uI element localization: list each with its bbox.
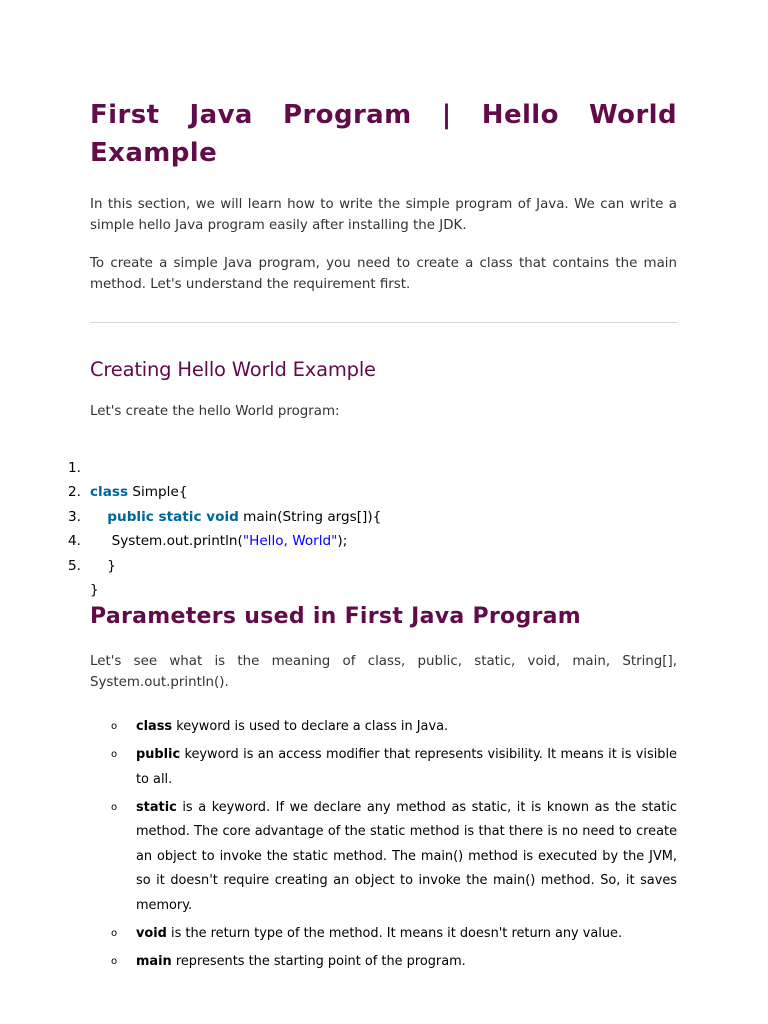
subheading: Creating Hello World Example	[90, 358, 376, 381]
code-intro: Let's create the hello World program:	[90, 404, 340, 419]
intro-paragraph-1: In this section, we will learn how to write the simple program of Java. We can write a simple hello Java program easily after installing the JDK.	[90, 197, 677, 233]
line-number: 4.	[68, 533, 81, 549]
page-title-line2: Example	[90, 138, 218, 168]
code-plain: main(String args[]){	[238, 508, 382, 525]
param-desc: represents the starting point of the program.	[171, 953, 466, 969]
list-item	[90, 715, 677, 740]
code-plain: Simple{	[128, 484, 188, 500]
code-listing	[0, 431, 677, 598]
list-item	[90, 796, 677, 919]
list-item	[90, 950, 677, 975]
line-number: 2.	[68, 484, 81, 500]
code-keyword: class	[90, 484, 129, 500]
page-title	[90, 96, 677, 172]
param-term: class	[136, 719, 173, 734]
parameters-intro-line1: Let's see what is the meaning of class, public, static, void, main, String[],	[90, 654, 677, 669]
param-term: void	[136, 925, 167, 941]
bullet-icon: o	[111, 927, 118, 939]
parameters-intro	[90, 651, 677, 693]
list-item	[90, 743, 677, 792]
code-text: }	[90, 582, 99, 598]
param-desc: is the return type of the method. It means it doesn't return any value.	[166, 925, 623, 941]
code-string: "Hello, World"	[242, 533, 338, 549]
param-desc: is a keyword. If we declare any method as static, it is known as the static method. The core advantage of the static method is that there is no need to create an object to invoke the static method. The main() method is executed by the JVM, so it doesn't require creating an object to invoke the main() method. So, it saves memory.	[136, 799, 677, 913]
code-line	[0, 529, 677, 598]
bullet-icon: o	[111, 955, 118, 967]
code-text: }	[90, 557, 116, 574]
parameters-list	[90, 715, 677, 974]
param-desc: keyword is an access modifier that represents visibility. It means it is visible to all.	[136, 747, 677, 787]
list-item	[90, 922, 677, 947]
parameters-section	[90, 651, 677, 978]
document-page	[90, 96, 677, 422]
bullet-icon: o	[111, 749, 118, 760]
page-title-line1: First Java Program | Hello World	[90, 100, 677, 130]
bullet-icon: o	[111, 721, 118, 732]
line-number: 3.	[68, 508, 81, 525]
line-number: 5.	[68, 557, 81, 574]
line-number: 1.	[68, 459, 81, 476]
intro-paragraph-2: To create a simple Java program, you need to create a class that contains the main method. Let's understand the requirement first.	[90, 256, 677, 292]
param-term: public	[136, 747, 181, 762]
code-plain: System.out.println(	[90, 533, 243, 549]
param-term: main	[136, 953, 172, 969]
bullet-icon: o	[111, 801, 118, 813]
code-keyword: public static void	[107, 508, 239, 525]
section-heading-parameters: Parameters used in First Java Program	[90, 604, 582, 629]
code-plain: );	[337, 533, 348, 549]
param-desc: keyword is used to declare a class in Java.	[172, 719, 449, 734]
param-term: static	[136, 799, 177, 815]
parameters-intro-line2: System.out.println().	[90, 675, 229, 690]
code-line	[0, 431, 677, 500]
section-divider	[90, 322, 677, 323]
